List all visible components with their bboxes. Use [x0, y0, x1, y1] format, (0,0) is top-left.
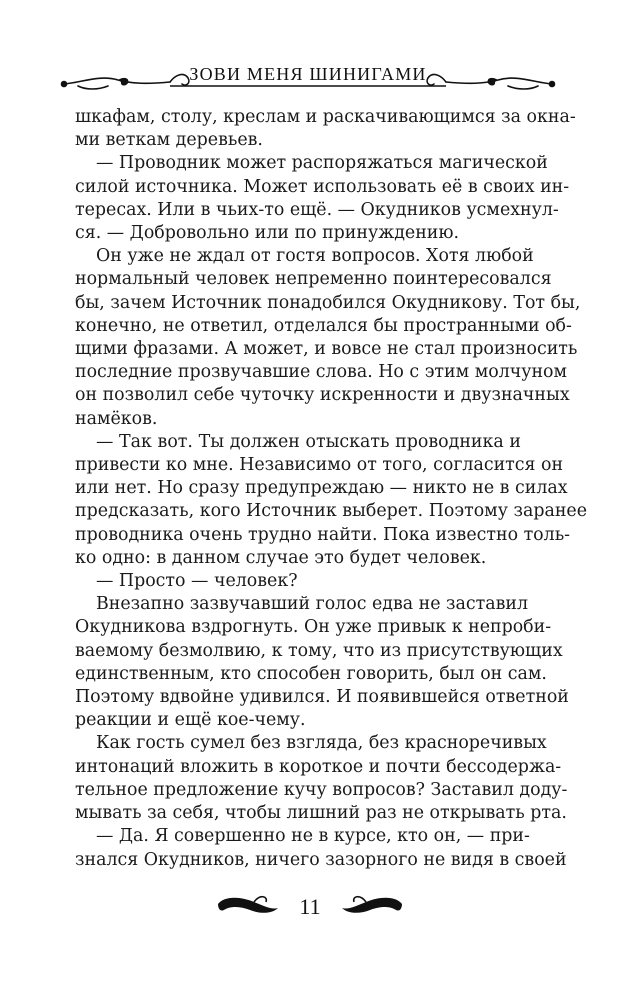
text-line: Как гость сумел без взгляда, без красноречивых [96, 733, 547, 754]
text-line: реакции и ещё кое-чему. [75, 710, 306, 731]
running-header [58, 60, 558, 100]
page-footer [210, 888, 410, 928]
text-line: — Так вот. Ты должен отыскать проводника и [96, 431, 521, 452]
text-line: конечно, не ответил, отделался бы пространными об- [75, 315, 572, 336]
text-line: знался Окудников, ничего зазорного не видя в своей [75, 849, 567, 870]
text-line: единственным, кто способен говорить, был он сам. [75, 663, 547, 684]
text-line: ми веткам деревьев. [75, 130, 263, 151]
text-line: ся. — Добровольно или по принуждению. [75, 223, 460, 244]
text-line: ваемому безмолвию, к тому, что из присутствующих [75, 640, 563, 661]
page-number: 11 [299, 894, 321, 919]
paragraph [75, 732, 568, 825]
text-line: Окудникова вздрогнуть. Он уже привык к непроби- [75, 617, 552, 638]
body-text [75, 106, 587, 872]
text-line: Внезапно зазвучавший голос едва не заставил [96, 594, 529, 615]
text-line: мывать за себя, чтобы лишний раз не открывать рта. [75, 803, 567, 824]
paragraph [75, 825, 567, 871]
text-line: Он уже не ждал от гостя вопросов. Хотя любой [96, 246, 534, 267]
text-line: или нет. Но сразу предупреждаю — никто не в силах [75, 478, 568, 499]
text-line: Поэтому вдвойне удивился. И появившейся ответной [75, 687, 569, 708]
text-line: — Просто — человек? [96, 571, 298, 592]
text-line: — Проводник может распоряжаться магической [96, 153, 548, 174]
text-line: намёков. [75, 408, 158, 429]
paragraph [75, 106, 576, 152]
text-line: щими фразами. А может, и вовсе не стал произносить [75, 339, 578, 360]
text-line: ко одно: в данном случае это будет человек. [75, 547, 487, 568]
text-line: последние прозвучавшие слова. Но с этим молчуном [75, 362, 568, 383]
paragraph [75, 152, 570, 245]
text-line: шкафам, столу, креслам и раскачивающимся за окна- [75, 107, 576, 127]
text-line: тересах. Или в чьих-то ещё. — Окудников усмехнул- [75, 199, 559, 220]
running-header-title: ЗОВИ МЕНЯ ШИНИГАМИ [189, 64, 427, 84]
text-line: тельное предложение кучу вопросов? Заставил доду- [75, 779, 568, 800]
text-line: силой источника. Может использовать её в своих ин- [75, 176, 570, 197]
text-line: бы, зачем Источник понадобился Окудникову. Тот бы, [75, 292, 581, 313]
text-line: привести ко мне. Независимо от того, согласится он [75, 455, 564, 476]
text-line: он позволил себе чуточку искренности и двузначных [75, 385, 570, 406]
text-line: проводника очень трудно найти. Пока известно толь- [75, 524, 571, 545]
text-line: интонаций вложить в короткое и почти бессодержа- [75, 756, 562, 777]
paragraph [75, 431, 587, 570]
paragraph [75, 570, 521, 593]
paragraph [75, 593, 569, 732]
text-line: нормальный человек непременно поинтересовался [75, 269, 552, 290]
text-line: — Да. Я совершенно не в курсе, кто он, — при- [96, 826, 530, 847]
text-line: предсказать, кого Источник выберет. Поэтому заранее [75, 501, 587, 522]
paragraph [75, 245, 581, 431]
